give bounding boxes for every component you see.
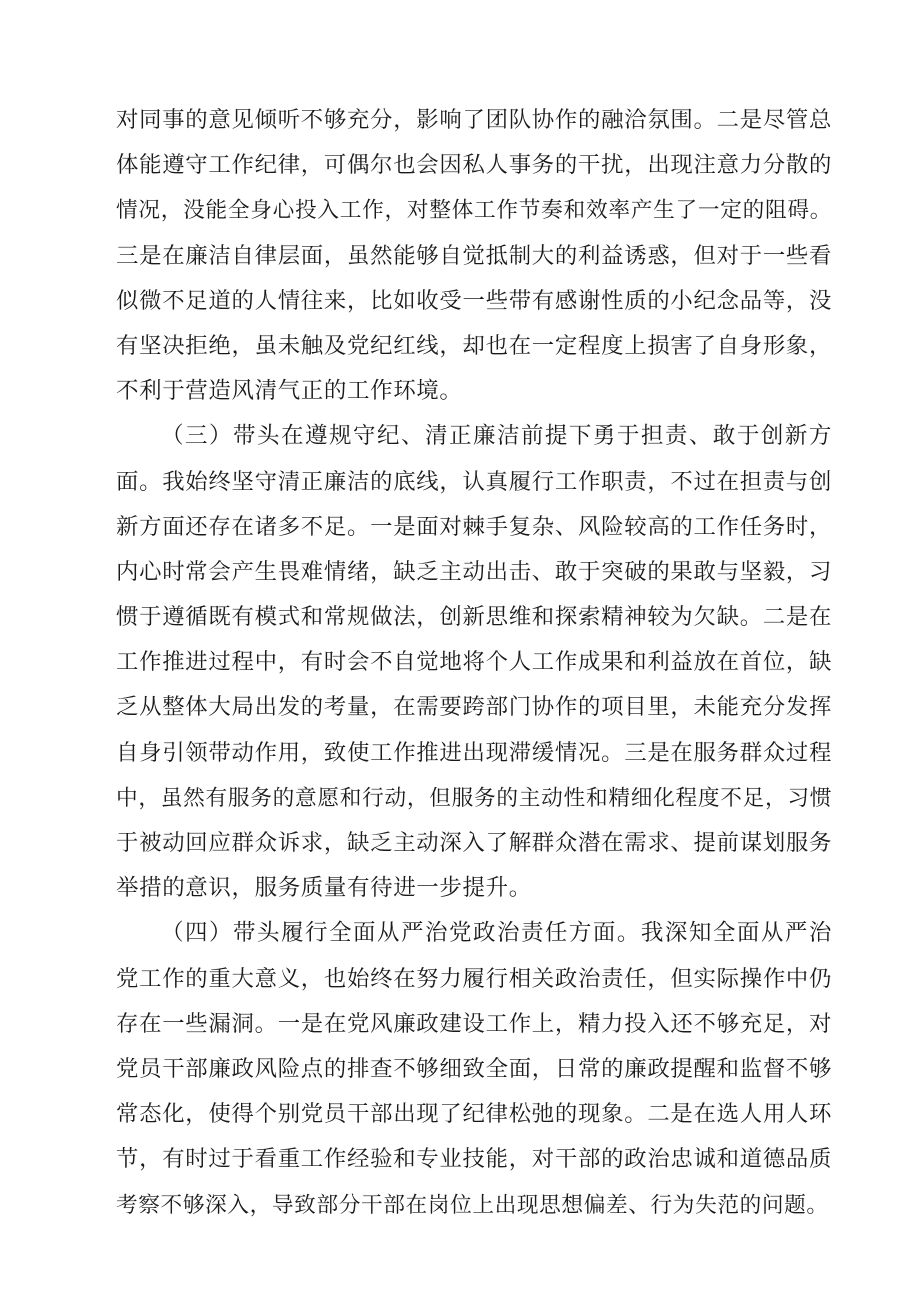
text-line: 节，有时过于看重工作经验和专业技能，对干部的政治忠诚和道德品质 bbox=[116, 1146, 832, 1173]
section-heading-line: （四）带头履行全面从严治党政治责任方面。我深知全面从严治 bbox=[161, 920, 832, 947]
text-line: 情况，没能全身心投入工作，对整体工作节奏和效率产生了一定的阻碍。 bbox=[116, 198, 832, 224]
text-line: 内心时常会产生畏难情绪，缺乏主动出击、敢于突破的果敢与坚毅，习 bbox=[116, 558, 832, 585]
text-line: 存在一些漏洞。一是在党风廉政建设工作上，精力投入还不够充足，对 bbox=[116, 1010, 832, 1037]
text-line: 有坚决拒绝，虽未触及党纪红线，却也在一定程度上损害了自身形象， bbox=[116, 332, 832, 359]
text-line: 常态化，使得个别党员干部出现了纪律松弛的现象。二是在选人用人环 bbox=[116, 1101, 832, 1128]
text-line: 面。我始终坚守清正廉洁的底线，认真履行工作职责，不过在担责与创 bbox=[116, 468, 832, 495]
text-line: 不利于营造风清气正的工作环境。 bbox=[116, 378, 463, 405]
text-line: 党工作的重大意义，也始终在努力履行相关政治责任，但实际操作中仍 bbox=[116, 965, 832, 992]
text-line: 新方面还存在诸多不足。一是面对棘手复杂、风险较高的工作任务时， bbox=[116, 513, 832, 540]
text-line: 体能遵守工作纪律，可偶尔也会因私人事务的干扰，出现注意力分散的 bbox=[116, 152, 832, 179]
paragraph-section-four bbox=[116, 911, 832, 1227]
section-heading-line: （三）带头在遵规守纪、清正廉洁前提下勇于担责、敢于创新方 bbox=[161, 423, 832, 450]
text-line: 似微不足道的人情往来，比如收受一些带有感谢性质的小纪念品等，没 bbox=[116, 287, 832, 314]
text-line: 惯于遵循既有模式和常规做法，创新思维和探索精神较为欠缺。二是在 bbox=[116, 604, 832, 631]
text-line: 自身引领带动作用，致使工作推进出现滞缓情况。三是在服务群众过程 bbox=[116, 739, 832, 766]
text-line: 中，虽然有服务的意愿和行动，但服务的主动性和精细化程度不足，习惯 bbox=[116, 785, 832, 811]
paragraph-discipline-continued bbox=[116, 98, 832, 414]
text-line: 于被动回应群众诉求，缺乏主动深入了解群众潜在需求、提前谋划服务 bbox=[116, 830, 832, 856]
text-line: 考察不够深入，导致部分干部在岗位上出现思想偏差、行为失范的问题。 bbox=[116, 1192, 829, 1218]
text-line: 对同事的意见倾听不够充分，影响了团队协作的融洽氛围。二是尽管总 bbox=[116, 107, 832, 133]
text-line: 三是在廉洁自律层面，虽然能够自觉抵制大的利益诱惑，但对于一些看 bbox=[116, 242, 832, 269]
text-line: 举措的意识，服务质量有待进一步提升。 bbox=[116, 875, 532, 902]
text-line: 工作推进过程中，有时会不自觉地将个人工作成果和利益放在首位，缺 bbox=[116, 649, 832, 676]
text-line: 乏从整体大局出发的考量，在需要跨部门协作的项目里，未能充分发挥 bbox=[116, 694, 832, 721]
text-line: 党员干部廉政风险点的排查不够细致全面，日常的廉政提醒和监督不够 bbox=[116, 1055, 832, 1082]
document-body bbox=[116, 98, 832, 1228]
paragraph-section-three bbox=[116, 414, 832, 911]
